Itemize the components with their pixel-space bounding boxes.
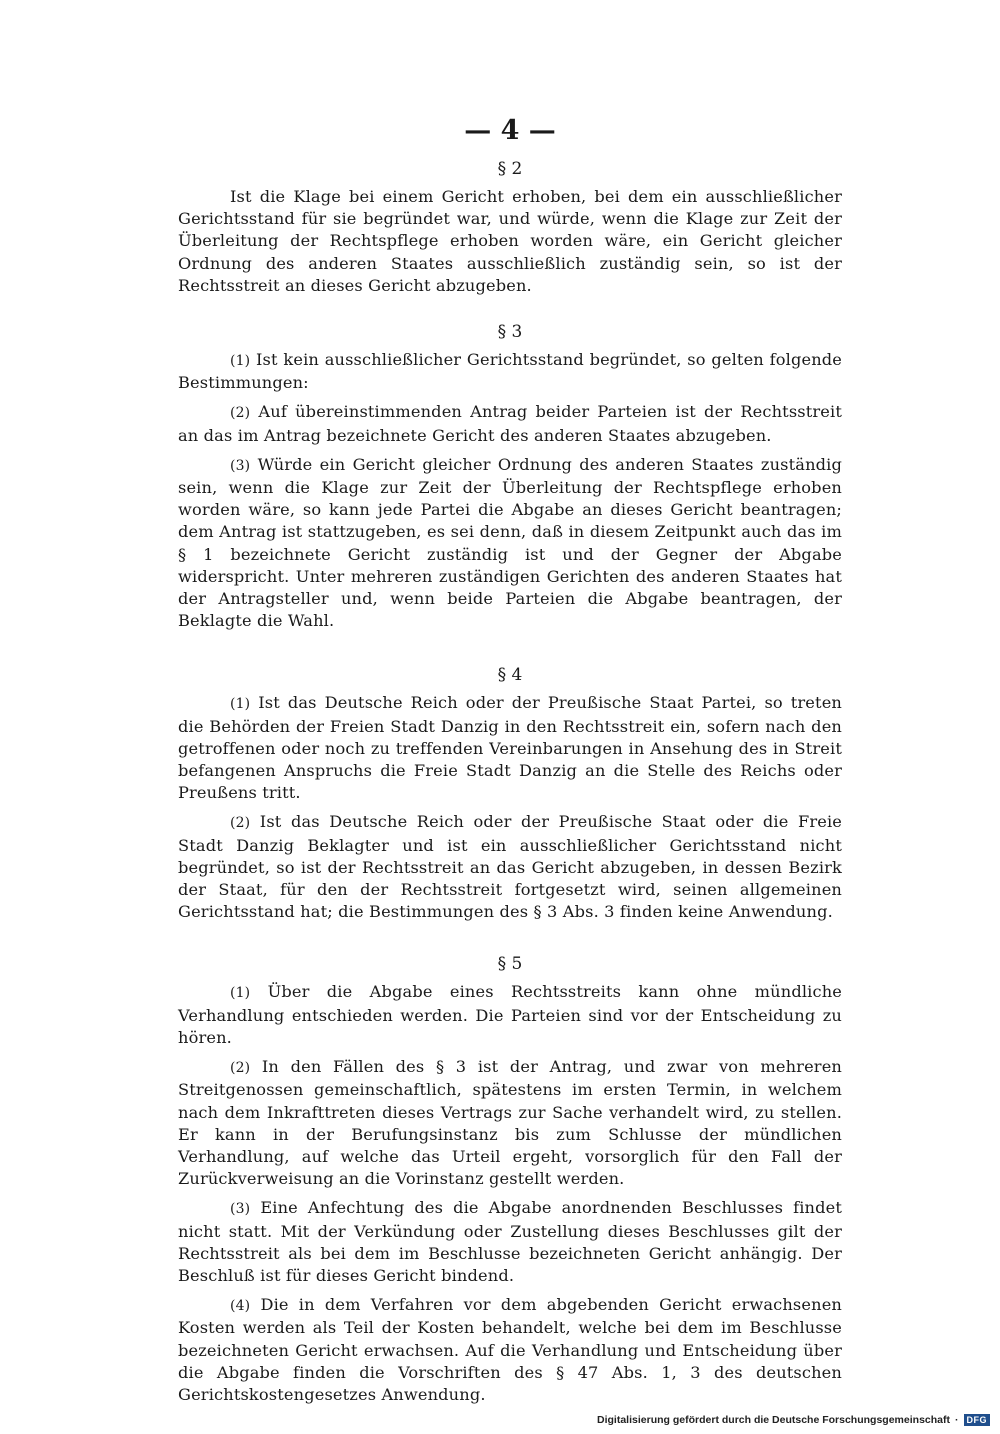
paragraph-number: (3) [230, 457, 251, 474]
section-heading: § 4 [497, 665, 523, 686]
paragraph-number: (2) [230, 405, 251, 422]
paragraph-text: Ist das Deutsche Reich oder der Preußische Staat Partei, so treten die Behörden der Freien Stadt Danzig in den Rechtsstreit ein, sofern nach den getroffenen oder noch zu treffenden Vereinbarungen in Ansehung des in Streit befangenen Anspruchs die Freie Stadt Danzig an die Stelle des Reichs oder Preußens tritt. [178, 693, 842, 803]
paragraph-text: Ist die Klage bei einem Gericht erhoben, bei dem ein ausschließlicher Gerichtsstand für sie begründet war, und würde, wenn die Klage zur Zeit der Überleitung der Rechtspflege erhoben worden wäre, ein Gericht gleicher Ordnung des anderen Staates ausschließlich zuständig sein, so ist der Rechtsstreit an dieses Gericht abzugeben. [178, 187, 842, 295]
paragraph [178, 454, 842, 633]
paragraph-number: (2) [230, 815, 251, 832]
paragraph-number: (1) [230, 353, 251, 370]
paragraph-text: Auf übereinstimmenden Antrag beider Parteien ist der Rechtsstreit an das im Antrag bezeichnete Gericht des anderen Staates abzugeben. [178, 402, 843, 445]
paragraph [178, 1056, 842, 1190]
paragraph [178, 1294, 842, 1406]
digitization-credit [597, 1414, 990, 1426]
paragraph-text: In den Fällen des § 3 ist der Antrag, und zwar von mehreren Streitgenossen gemeinschaftlich, spätestens im ersten Termin, in welchem nach dem Inkrafttreten dieses Vertrags zur Sache verhandelt wird, zu stellen. Er kann in der Berufungsinstanz bis zum Schlusse der mündlichen Verhandlung, auf welche das Urteil ergeht, vorsorglich für den Fall der Zurückverweisung an die Vorinstanz gestellt werden. [178, 1057, 842, 1189]
dfg-logo: DFG [964, 1414, 991, 1426]
paragraph-text: Ist das Deutsche Reich oder der Preußische Staat oder die Freie Stadt Danzig Beklagter und ist ein ausschließlicher Gerichtsstand nicht begründet, so ist der Rechtsstreit an das Gericht abzugeben, in dessen Bezirk der Staat, für den der Rechtsstreit fortgesetzt wird, seinen allgemeinen Gerichtsstand hat; die Bestimmungen des § 3 Abs. 3 finden keine Anwendung. [178, 812, 842, 922]
paragraph-text: Die in dem Verfahren vor dem abgebenden Gericht erwachsenen Kosten werden als Teil der Kosten behandelt, welche bei dem im Beschlusse bezeichneten Gericht erwachsen. Auf die Verhandlung und Entscheidung über die Abgabe finden die Vorschriften des § 47 Abs. 1, 3 des deutschen Gerichtskostengesetzes Anwendung. [178, 1295, 842, 1404]
paragraph-text: Würde ein Gericht gleicher Ordnung des anderen Staates zuständig sein, wenn die Klage zur Zeit der Überleitung der Rechtspflege erhoben worden wäre, so kann jede Partei die Abgabe an dieses Gericht beantragen; dem Antrag ist stattzugeben, es sei denn, daß in diesem Zeitpunkt auch das im § 1 bezeichnete Gericht zuständig ist und der Gegner der Abgabe widerspricht. Unter mehreren zuständigen Gerichten des anderen Staates hat der Antragsteller und, wenn beide Parteien die Abgabe beantragen, der Beklagte die Wahl. [178, 454, 842, 631]
section-heading: § 5 [497, 954, 523, 975]
paragraph [178, 1197, 842, 1287]
paragraph [178, 349, 842, 394]
paragraph-number: (2) [230, 1060, 251, 1077]
paragraph-number: (1) [230, 696, 251, 713]
paragraph [178, 692, 842, 804]
paragraph [178, 401, 842, 446]
paragraph [178, 981, 842, 1049]
section-5 [178, 953, 842, 1406]
paragraph-number: (3) [230, 1201, 251, 1218]
section-heading: § 2 [497, 159, 523, 179]
footer-text: Digitalisierung gefördert durch die Deutsche Forschungsgemeinschaft [597, 1414, 950, 1426]
section-4 [178, 664, 842, 923]
paragraph [178, 186, 842, 297]
page-number: — 4 — [464, 115, 556, 146]
section-2 [178, 158, 842, 297]
paragraph-text: Ist kein ausschließlicher Gerichtsstand begründet, so gelten folgende Bestimmungen: [178, 350, 843, 393]
section-heading: § 3 [497, 322, 523, 343]
paragraph-number: (4) [230, 1298, 251, 1315]
section-3 [178, 321, 842, 632]
footer-separator: · [955, 1414, 959, 1426]
paragraph-text: Über die Abgabe eines Rechtsstreits kann ohne mündliche Verhandlung entschieden werden. Die Parteien sind vor der Entscheidung zu hören. [178, 982, 843, 1047]
paragraph [178, 811, 842, 923]
paragraph-text: Eine Anfechtung des die Abgabe anordnenden Beschlusses findet nicht statt. Mit der Verkündung oder Zustellung dieses Beschlusses gilt der Rechtsstreit als bei dem im Beschlusse bezeichneten Gericht anhängig. Der Beschluß ist für dieses Gericht bindend. [178, 1198, 843, 1285]
paragraph-number: (1) [230, 985, 251, 1002]
document-page [178, 112, 842, 1413]
